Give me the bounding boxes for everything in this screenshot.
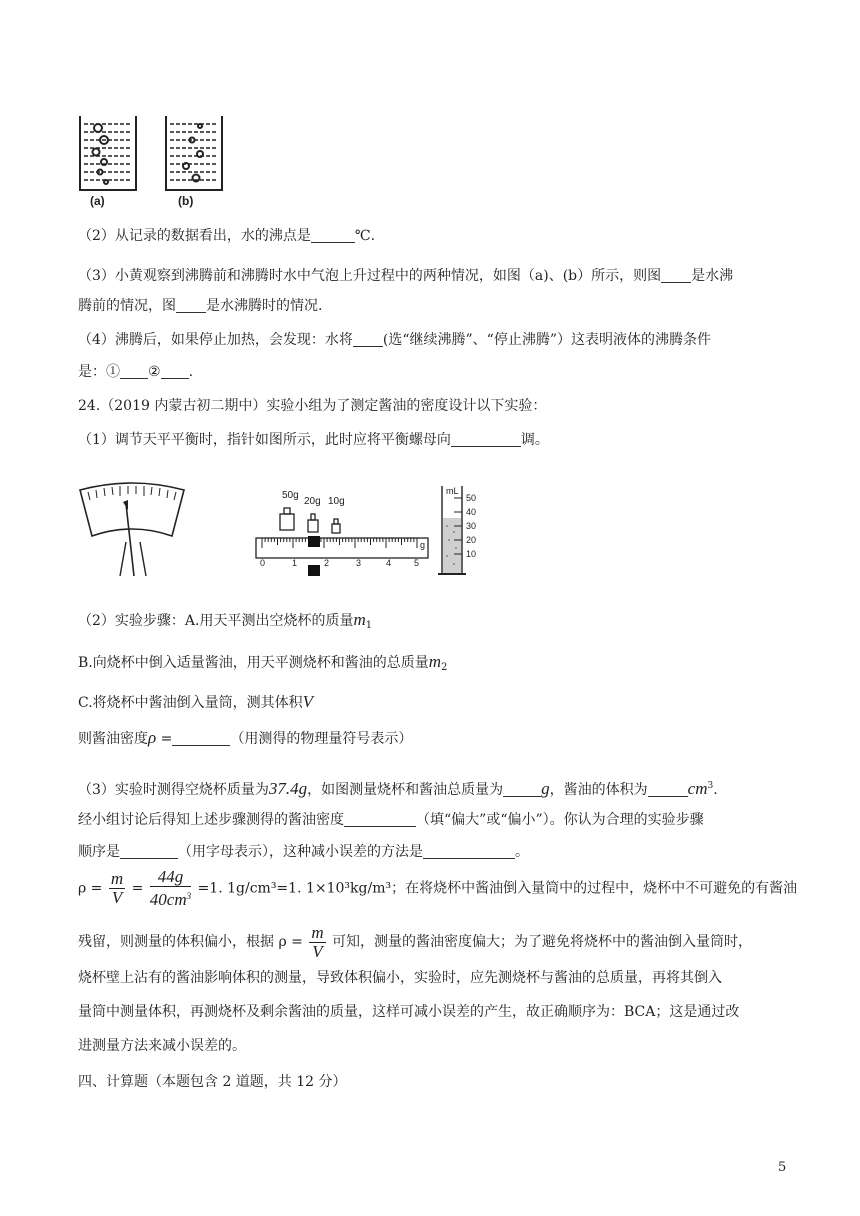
fraction-m-over-v: $\frac{m}{V}$ xyxy=(110,869,124,907)
weight-10g-label: 10g xyxy=(328,496,345,507)
q24-title: 24.（2019 内蒙古初二期中）实验小组为了测定酱油的密度设计以下实验： xyxy=(78,398,547,414)
q24-density-formula: 则酱油密度ρ = （用测得的物理量符号表示） xyxy=(78,728,413,747)
page-number: 5 xyxy=(778,1160,787,1175)
graduated-cylinder-figure xyxy=(434,482,490,582)
blank-density-expression xyxy=(172,731,230,746)
svg-text:4: 4 xyxy=(386,558,392,568)
blank-method xyxy=(423,844,515,859)
q24-part3-line2: 经小组讨论后得知上述步骤测得的酱油密度 （填“偏大”或“偏小”）。你认为合理的实验步骤 xyxy=(78,812,704,828)
label-b: (b) xyxy=(178,194,194,208)
blank-fig-before xyxy=(661,268,691,283)
answer-line2: 残留，则测量的体积偏小，根据 ρ = $\frac{m}{V}$ 可知，测量的酱油密度偏大；为了避免将烧杯中的酱油倒入量筒时， xyxy=(78,922,753,961)
blank-fig-during xyxy=(176,298,206,313)
weight-20g xyxy=(308,520,318,532)
blank-continue-stop xyxy=(353,332,383,347)
ruler-bar xyxy=(256,538,428,558)
fraction-44g-over-40cm3: $\frac{44g}{40cm^3}$ xyxy=(149,867,192,909)
pointer-needle xyxy=(126,504,134,576)
cylinder-unit: mL xyxy=(446,486,459,496)
beaker-a xyxy=(80,116,136,190)
q23-part3-line1: （3）小黄观察到沸腾前和沸腾时水中气泡上升过程中的两种情况，如图（a)、(b）所示，则图 是水沸 xyxy=(78,268,734,284)
beaker-b xyxy=(166,116,222,190)
balance-pointer-figure xyxy=(76,482,188,578)
q24-part3-line1: （3）实验时测得空烧杯质量为37.4g，如图测量烧杯和酱油总质量为 g，酱油的体积为 $cm^3$. xyxy=(78,779,718,798)
q23-part4-line1: （4）沸腾后，如果停止加热，会发现：水将 (选“继续沸腾”、“停止沸腾”）这表明液体的沸腾条件 xyxy=(78,332,711,348)
weight-20g-label: 20g xyxy=(304,496,321,507)
blank-bigger-smaller xyxy=(344,812,416,827)
q23-part4-line2: 是：① ② . xyxy=(78,364,194,380)
svg-text:10: 10 xyxy=(466,549,477,559)
svg-text:50: 50 xyxy=(466,493,477,503)
answer-line5: 进测量方法来减小误差的。 xyxy=(78,1038,246,1054)
svg-text:30: 30 xyxy=(466,521,477,531)
q24-step-b: B.向烧杯中倒入适量酱油，用天平测烧杯和酱油的总质量$m_2$ xyxy=(78,652,448,673)
label-a: (a) xyxy=(90,194,105,208)
svg-text:2: 2 xyxy=(324,558,330,568)
answer-line3: 烧杯壁上沾有的酱油影响体积的测量，导致体积偏小，实验时，应先测烧杯与酱油的总质量，再将其倒入 xyxy=(78,970,722,986)
svg-text:5: 5 xyxy=(414,558,420,568)
svg-text:1: 1 xyxy=(292,558,298,568)
ruler-unit: g xyxy=(420,540,426,550)
weight-50g-label: 50g xyxy=(282,490,299,501)
blank-step-order xyxy=(120,844,178,859)
q24-part3-line3: 顺序是 （用字母表示），这种减小误差的方法是 。 xyxy=(78,844,529,860)
q24-step-a: （2）实验步骤：A.用天平测出空烧杯的质量$m_1$ xyxy=(78,610,373,631)
blank-volume xyxy=(648,782,688,797)
q23-part2: （2）从记录的数据看出，水的沸点是 ℃. xyxy=(78,228,376,244)
svg-text:3: 3 xyxy=(356,558,362,568)
q24-part1: （1）调节天平平衡时，指针如图所示，此时应将平衡螺母向 调。 xyxy=(78,432,549,448)
weight-10g xyxy=(332,524,340,533)
rider-bottom xyxy=(308,565,320,576)
blank-condition-2 xyxy=(161,364,189,379)
svg-text:40: 40 xyxy=(466,507,477,517)
blank-total-mass xyxy=(503,782,541,797)
q23-part3-line2: 腾前的情况，图 是水沸腾时的情况. xyxy=(78,298,323,314)
ruler-tick-labels xyxy=(260,540,425,568)
rider-top xyxy=(308,536,320,547)
beaker-figure-ab xyxy=(74,110,234,210)
blank-nut-direction xyxy=(451,432,521,447)
answer-line4: 量筒中测量体积，再测烧杯及剩余酱油的质量，这样可减小误差的产生，故正确顺序为：BCA；这是通过改 xyxy=(78,1004,740,1020)
q24-step-c: C.将烧杯中酱油倒入量筒，测其体积V xyxy=(78,692,314,711)
blank-condition-1 xyxy=(120,364,148,379)
answer-line1: ρ = $\frac{m}{V}$ = $\frac{44g}{40cm^3}$ =1. 1g/cm³=1. 1×10³kg/m³；在将烧杯中酱油倒入量筒中的过程中，烧杯中不可避免的有酱油 xyxy=(78,867,798,909)
svg-text:0: 0 xyxy=(260,558,266,568)
weights-ruler-figure xyxy=(252,486,432,578)
blank-boiling-point xyxy=(311,228,355,243)
section-4-heading: 四、计算题（本题包含 2 道题，共 12 分） xyxy=(78,1074,347,1090)
svg-text:20: 20 xyxy=(466,535,477,545)
weight-50g xyxy=(280,514,294,530)
fraction-m-over-v-2: $\frac{m}{V}$ xyxy=(311,922,324,961)
